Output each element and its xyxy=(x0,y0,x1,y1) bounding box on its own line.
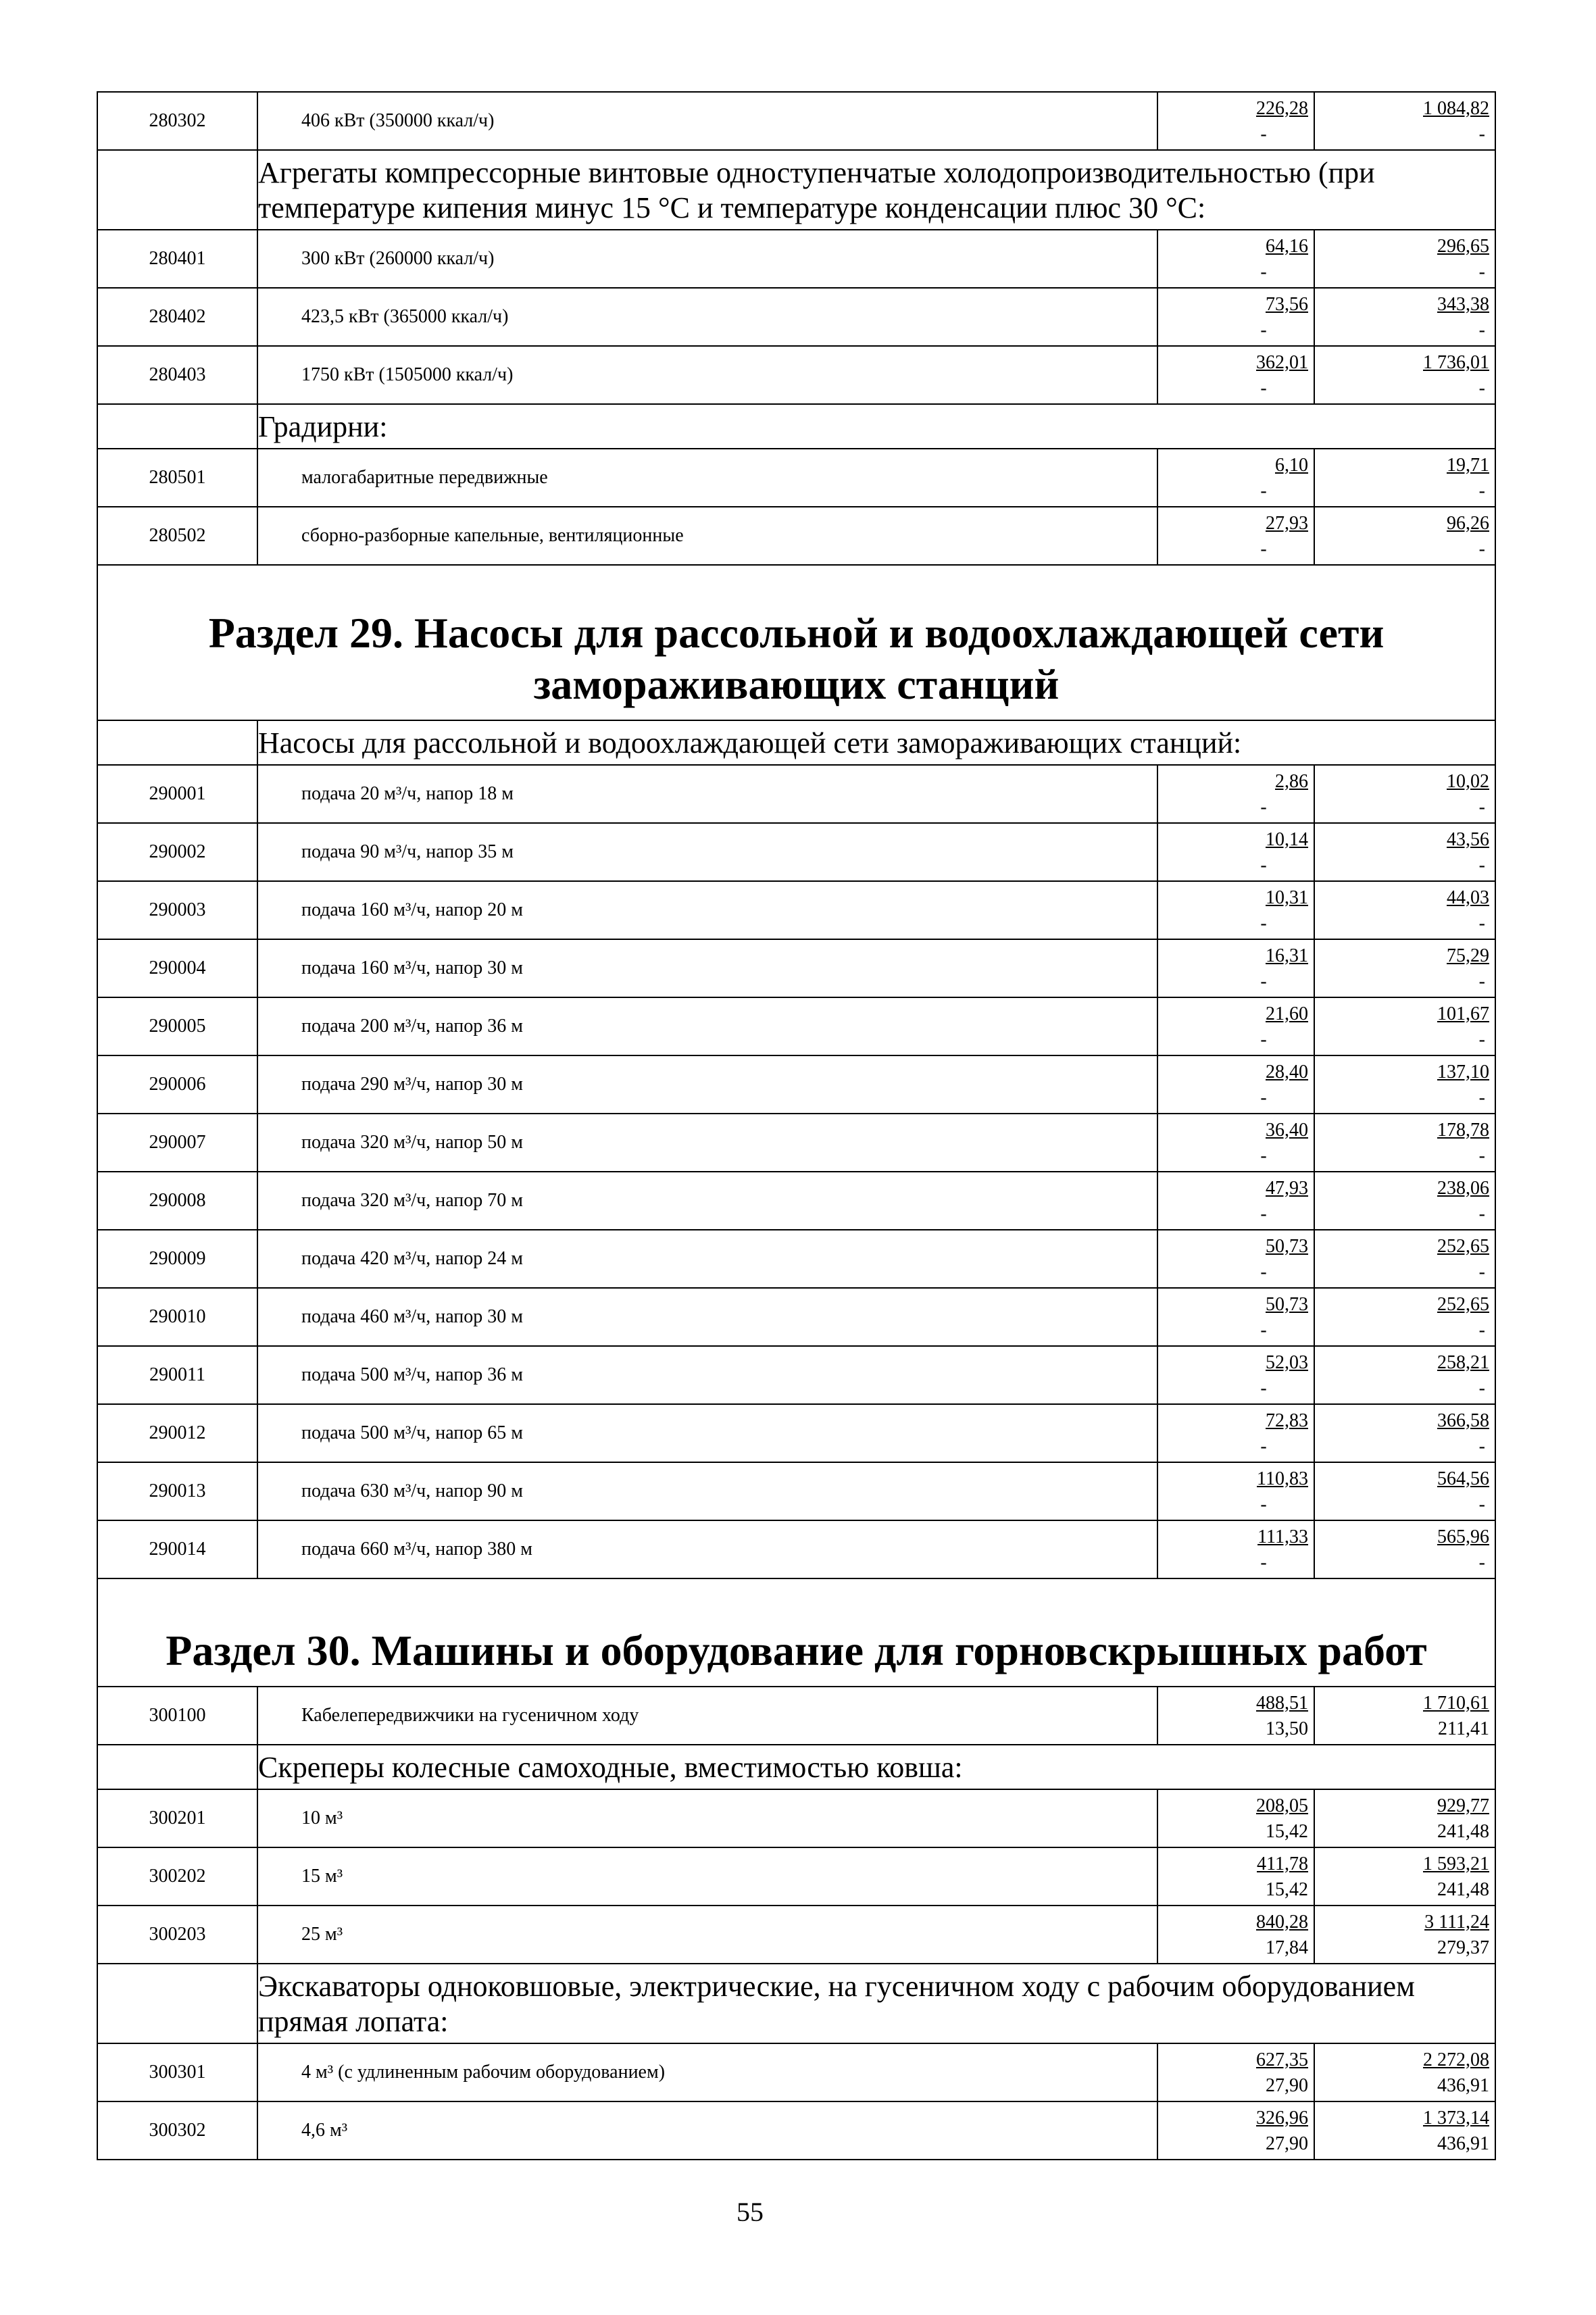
value-cell-1 xyxy=(1157,1230,1314,1288)
value-2-top: 1 593,21 xyxy=(1423,1853,1489,1874)
item-name: 300 кВт (260000 ккал/ч) xyxy=(257,230,1157,288)
item-code: 280302 xyxy=(97,92,257,150)
value-1-top: 47,93 xyxy=(1266,1178,1308,1199)
item-name: 1750 кВт (1505000 ккал/ч) xyxy=(257,346,1157,404)
table-row xyxy=(97,1847,1495,1906)
item-code: 280402 xyxy=(97,288,257,346)
table-row xyxy=(97,1055,1495,1114)
value-1-top: 36,40 xyxy=(1266,1120,1308,1141)
value-1-bottom: - xyxy=(1260,1145,1267,1166)
value-cell-2 xyxy=(1314,288,1495,346)
value-1-bottom: - xyxy=(1260,1552,1267,1573)
item-code: 280401 xyxy=(97,230,257,288)
value-2-top: 1 736,01 xyxy=(1423,352,1489,373)
table-row xyxy=(97,2101,1495,2160)
item-code: 290001 xyxy=(97,765,257,823)
table-row xyxy=(97,449,1495,507)
item-name: подача 290 м³/ч, напор 30 м xyxy=(257,1055,1157,1114)
value-2-bottom: - xyxy=(1478,855,1485,876)
value-2-top: 252,65 xyxy=(1437,1294,1489,1315)
table-row xyxy=(97,2043,1495,2101)
value-1-bottom: - xyxy=(1260,1320,1267,1341)
table-row xyxy=(97,881,1495,939)
item-name: 25 м³ xyxy=(257,1906,1157,1964)
value-cell-2 xyxy=(1314,1462,1495,1520)
value-1-top: 72,83 xyxy=(1266,1410,1308,1431)
item-name: 10 м³ xyxy=(257,1789,1157,1847)
value-cell-1 xyxy=(1157,346,1314,404)
value-2-bottom: - xyxy=(1478,1436,1485,1457)
value-cell-2 xyxy=(1314,881,1495,939)
value-2-top: 565,96 xyxy=(1437,1526,1489,1547)
group-heading-row xyxy=(97,1745,1495,1789)
value-cell-2 xyxy=(1314,2043,1495,2101)
value-2-bottom: - xyxy=(1478,1029,1485,1050)
value-2-bottom: - xyxy=(1478,262,1485,282)
value-1-bottom: - xyxy=(1260,262,1267,282)
value-cell-2 xyxy=(1314,1906,1495,1964)
value-2-bottom: 436,91 xyxy=(1437,2133,1489,2154)
rates-table-body xyxy=(97,92,1495,2160)
table-row xyxy=(97,765,1495,823)
value-1-top: 52,03 xyxy=(1266,1352,1308,1373)
group-code-blank xyxy=(97,1745,257,1789)
rates-table xyxy=(97,91,1496,2160)
value-1-bottom: - xyxy=(1260,1203,1267,1224)
value-2-top: 19,71 xyxy=(1447,455,1489,476)
group-heading-row xyxy=(97,150,1495,230)
item-name: подача 500 м³/ч, напор 36 м xyxy=(257,1346,1157,1404)
value-cell-2 xyxy=(1314,449,1495,507)
value-1-bottom: - xyxy=(1260,1087,1267,1108)
item-code: 290006 xyxy=(97,1055,257,1114)
value-cell-2 xyxy=(1314,1520,1495,1578)
table-row xyxy=(97,288,1495,346)
value-2-bottom: 436,91 xyxy=(1437,2075,1489,2096)
value-cell-2 xyxy=(1314,1687,1495,1745)
value-cell-2 xyxy=(1314,1404,1495,1462)
group-heading-row xyxy=(97,1964,1495,2043)
value-1-top: 208,05 xyxy=(1256,1795,1308,1816)
value-cell-2 xyxy=(1314,1230,1495,1288)
value-cell-2 xyxy=(1314,507,1495,565)
value-1-top: 16,31 xyxy=(1266,945,1308,966)
item-name: подача 160 м³/ч, напор 30 м xyxy=(257,939,1157,997)
table-row xyxy=(97,997,1495,1055)
value-cell-1 xyxy=(1157,1114,1314,1172)
item-name: 423,5 кВт (365000 ккал/ч) xyxy=(257,288,1157,346)
value-cell-2 xyxy=(1314,765,1495,823)
value-cell-1 xyxy=(1157,507,1314,565)
value-2-top: 366,58 xyxy=(1437,1410,1489,1431)
value-1-top: 411,78 xyxy=(1257,1853,1308,1874)
value-cell-2 xyxy=(1314,939,1495,997)
value-cell-1 xyxy=(1157,230,1314,288)
table-row xyxy=(97,1172,1495,1230)
item-code: 290011 xyxy=(97,1346,257,1404)
item-name: подача 90 м³/ч, напор 35 м xyxy=(257,823,1157,881)
table-row xyxy=(97,1404,1495,1462)
item-code: 290004 xyxy=(97,939,257,997)
item-code: 300201 xyxy=(97,1789,257,1847)
value-1-bottom: 27,90 xyxy=(1266,2133,1308,2154)
value-1-bottom: 15,42 xyxy=(1266,1879,1308,1900)
value-1-top: 64,16 xyxy=(1266,236,1308,257)
value-1-bottom: - xyxy=(1260,1378,1267,1399)
value-cell-1 xyxy=(1157,2043,1314,2101)
table-row xyxy=(97,230,1495,288)
section-title: Раздел 29. Насосы для рассольной и водоохлаждающей сети замораживающих станций xyxy=(97,565,1495,720)
value-1-top: 21,60 xyxy=(1266,1003,1308,1024)
value-1-bottom: - xyxy=(1260,971,1267,992)
table-row xyxy=(97,939,1495,997)
value-2-bottom: - xyxy=(1478,1262,1485,1283)
value-2-bottom: - xyxy=(1478,1552,1485,1573)
item-name: 15 м³ xyxy=(257,1847,1157,1906)
item-name: подача 660 м³/ч, напор 380 м xyxy=(257,1520,1157,1578)
group-heading: Скреперы колесные самоходные, вместимостью ковша: xyxy=(257,1745,1495,1789)
value-2-bottom: 241,48 xyxy=(1437,1879,1489,1900)
value-cell-1 xyxy=(1157,2101,1314,2160)
value-cell-1 xyxy=(1157,92,1314,150)
value-2-bottom: - xyxy=(1478,1087,1485,1108)
group-code-blank xyxy=(97,150,257,230)
value-cell-1 xyxy=(1157,1520,1314,1578)
value-2-bottom: 279,37 xyxy=(1437,1937,1489,1958)
value-1-top: 326,96 xyxy=(1256,2108,1308,2129)
value-cell-1 xyxy=(1157,823,1314,881)
table-row xyxy=(97,1114,1495,1172)
value-1-bottom: 17,84 xyxy=(1266,1937,1308,1958)
section-title: Раздел 30. Машины и оборудование для горновскрышных работ xyxy=(97,1578,1495,1687)
table-row xyxy=(97,92,1495,150)
value-2-bottom: - xyxy=(1478,1494,1485,1515)
value-1-top: 362,01 xyxy=(1256,352,1308,373)
item-name: подача 630 м³/ч, напор 90 м xyxy=(257,1462,1157,1520)
value-2-top: 238,06 xyxy=(1437,1178,1489,1199)
item-name: сборно-разборные капельные, вентиляционные xyxy=(257,507,1157,565)
value-1-top: 10,14 xyxy=(1266,829,1308,850)
value-cell-1 xyxy=(1157,1789,1314,1847)
value-2-top: 44,03 xyxy=(1447,887,1489,908)
value-1-top: 627,35 xyxy=(1256,2049,1308,2070)
value-1-top: 28,40 xyxy=(1266,1062,1308,1082)
item-name: подача 320 м³/ч, напор 50 м xyxy=(257,1114,1157,1172)
value-1-top: 488,51 xyxy=(1256,1693,1308,1714)
value-2-top: 75,29 xyxy=(1447,945,1489,966)
value-cell-1 xyxy=(1157,1172,1314,1230)
value-cell-1 xyxy=(1157,997,1314,1055)
value-1-bottom: 27,90 xyxy=(1266,2075,1308,2096)
value-1-bottom: - xyxy=(1260,1029,1267,1050)
value-2-bottom: - xyxy=(1478,1145,1485,1166)
value-1-bottom: - xyxy=(1260,855,1267,876)
value-2-top: 929,77 xyxy=(1437,1795,1489,1816)
item-code: 290010 xyxy=(97,1288,257,1346)
value-1-bottom: - xyxy=(1260,480,1267,501)
value-1-bottom: - xyxy=(1260,1494,1267,1515)
table-row xyxy=(97,1288,1495,1346)
value-2-top: 137,10 xyxy=(1437,1062,1489,1082)
table-row xyxy=(97,1462,1495,1520)
table-row xyxy=(97,346,1495,404)
item-code: 300202 xyxy=(97,1847,257,1906)
value-2-top: 564,56 xyxy=(1437,1468,1489,1489)
value-2-top: 1 710,61 xyxy=(1423,1693,1489,1714)
item-name: малогабаритные передвижные xyxy=(257,449,1157,507)
value-1-top: 27,93 xyxy=(1266,513,1308,534)
value-cell-2 xyxy=(1314,92,1495,150)
value-1-bottom: - xyxy=(1260,797,1267,818)
value-2-bottom: - xyxy=(1478,1320,1485,1341)
item-code: 290009 xyxy=(97,1230,257,1288)
value-cell-1 xyxy=(1157,449,1314,507)
item-name: подача 460 м³/ч, напор 30 м xyxy=(257,1288,1157,1346)
item-name: подача 420 м³/ч, напор 24 м xyxy=(257,1230,1157,1288)
value-1-top: 50,73 xyxy=(1266,1236,1308,1257)
group-code-blank xyxy=(97,720,257,765)
group-heading-row xyxy=(97,404,1495,449)
table-row xyxy=(97,1789,1495,1847)
value-cell-1 xyxy=(1157,1346,1314,1404)
item-code: 290003 xyxy=(97,881,257,939)
value-1-top: 840,28 xyxy=(1256,1912,1308,1933)
value-cell-1 xyxy=(1157,288,1314,346)
value-1-bottom: - xyxy=(1260,913,1267,934)
value-2-bottom: 241,48 xyxy=(1437,1821,1489,1842)
value-2-top: 10,02 xyxy=(1447,771,1489,792)
item-code: 300302 xyxy=(97,2101,257,2160)
value-2-top: 178,78 xyxy=(1437,1120,1489,1141)
item-name: подача 500 м³/ч, напор 65 м xyxy=(257,1404,1157,1462)
item-name: 4 м³ (с удлиненным рабочим оборудованием) xyxy=(257,2043,1157,2101)
page-number: 55 xyxy=(737,2197,764,2227)
item-code: 280403 xyxy=(97,346,257,404)
table-row xyxy=(97,1230,1495,1288)
item-name: 4,6 м³ xyxy=(257,2101,1157,2160)
value-1-bottom: - xyxy=(1260,378,1267,399)
value-2-top: 3 111,24 xyxy=(1424,1912,1489,1933)
table-row xyxy=(97,1906,1495,1964)
value-1-top: 6,10 xyxy=(1275,455,1308,476)
group-heading: Градирни: xyxy=(257,404,1495,449)
group-heading: Насосы для рассольной и водоохлаждающей сети замораживающих станций: xyxy=(257,720,1495,765)
value-1-bottom: - xyxy=(1260,124,1267,145)
group-heading: Экскаваторы одноковшовые, электрические, на гусеничном ходу с рабочим оборудованием прямая лопата: xyxy=(257,1964,1495,2043)
value-2-bottom: 211,41 xyxy=(1438,1718,1489,1739)
value-2-bottom: - xyxy=(1478,320,1485,341)
value-cell-1 xyxy=(1157,765,1314,823)
value-cell-2 xyxy=(1314,1346,1495,1404)
item-code: 300100 xyxy=(97,1687,257,1745)
table-row xyxy=(97,507,1495,565)
value-2-top: 258,21 xyxy=(1437,1352,1489,1373)
value-1-bottom: - xyxy=(1260,320,1267,341)
item-name: подача 200 м³/ч, напор 36 м xyxy=(257,997,1157,1055)
value-cell-2 xyxy=(1314,997,1495,1055)
value-2-top: 2 272,08 xyxy=(1423,2049,1489,2070)
value-cell-1 xyxy=(1157,1847,1314,1906)
item-code: 290014 xyxy=(97,1520,257,1578)
value-cell-1 xyxy=(1157,1687,1314,1745)
value-cell-1 xyxy=(1157,1906,1314,1964)
section-title-row xyxy=(97,1578,1495,1687)
item-code: 290005 xyxy=(97,997,257,1055)
value-2-top: 96,26 xyxy=(1447,513,1489,534)
value-2-top: 343,38 xyxy=(1437,294,1489,315)
value-2-bottom: - xyxy=(1478,1378,1485,1399)
value-1-top: 10,31 xyxy=(1266,887,1308,908)
value-1-top: 50,73 xyxy=(1266,1294,1308,1315)
value-cell-1 xyxy=(1157,939,1314,997)
value-1-bottom: - xyxy=(1260,1436,1267,1457)
value-cell-1 xyxy=(1157,1462,1314,1520)
value-1-top: 110,83 xyxy=(1257,1468,1308,1489)
value-2-top: 252,65 xyxy=(1437,1236,1489,1257)
item-code: 290012 xyxy=(97,1404,257,1462)
item-name: Кабелепередвижчики на гусеничном ходу xyxy=(257,1687,1157,1745)
value-2-top: 43,56 xyxy=(1447,829,1489,850)
value-2-bottom: - xyxy=(1478,539,1485,559)
item-name: подача 320 м³/ч, напор 70 м xyxy=(257,1172,1157,1230)
group-code-blank xyxy=(97,1964,257,2043)
item-name: 406 кВт (350000 ккал/ч) xyxy=(257,92,1157,150)
value-cell-1 xyxy=(1157,881,1314,939)
value-2-top: 296,65 xyxy=(1437,236,1489,257)
value-2-bottom: - xyxy=(1478,913,1485,934)
value-1-top: 2,86 xyxy=(1275,771,1308,792)
item-code: 280502 xyxy=(97,507,257,565)
value-1-bottom: - xyxy=(1260,539,1267,559)
value-cell-2 xyxy=(1314,1789,1495,1847)
value-cell-2 xyxy=(1314,823,1495,881)
value-2-bottom: - xyxy=(1478,797,1485,818)
value-2-bottom: - xyxy=(1478,480,1485,501)
group-heading: Агрегаты компрессорные винтовые одноступенчатые холодопроизводительностью (при температуре кипения минус 15 °С и температуре конденсации плюс 30 °С: xyxy=(257,150,1495,230)
value-cell-1 xyxy=(1157,1055,1314,1114)
value-cell-2 xyxy=(1314,1847,1495,1906)
table-row xyxy=(97,823,1495,881)
value-2-bottom: - xyxy=(1478,1203,1485,1224)
value-1-bottom: - xyxy=(1260,1262,1267,1283)
value-cell-2 xyxy=(1314,1172,1495,1230)
item-code: 290008 xyxy=(97,1172,257,1230)
value-1-bottom: 13,50 xyxy=(1266,1718,1308,1739)
table-row xyxy=(97,1520,1495,1578)
value-2-bottom: - xyxy=(1478,378,1485,399)
item-code: 290007 xyxy=(97,1114,257,1172)
value-2-top: 101,67 xyxy=(1437,1003,1489,1024)
value-2-bottom: - xyxy=(1478,124,1485,145)
value-1-top: 226,28 xyxy=(1256,98,1308,119)
value-cell-1 xyxy=(1157,1288,1314,1346)
item-code: 300203 xyxy=(97,1906,257,1964)
item-name: подача 160 м³/ч, напор 20 м xyxy=(257,881,1157,939)
value-cell-2 xyxy=(1314,1055,1495,1114)
value-cell-1 xyxy=(1157,1404,1314,1462)
value-cell-2 xyxy=(1314,1114,1495,1172)
group-code-blank xyxy=(97,404,257,449)
item-code: 290002 xyxy=(97,823,257,881)
value-2-top: 1 373,14 xyxy=(1423,2108,1489,2129)
group-heading-row xyxy=(97,720,1495,765)
value-cell-2 xyxy=(1314,2101,1495,2160)
value-cell-2 xyxy=(1314,230,1495,288)
value-1-top: 73,56 xyxy=(1266,294,1308,315)
value-cell-2 xyxy=(1314,1288,1495,1346)
section-title-row xyxy=(97,565,1495,720)
item-code: 290013 xyxy=(97,1462,257,1520)
value-2-bottom: - xyxy=(1478,971,1485,992)
value-1-top: 111,33 xyxy=(1257,1526,1308,1547)
table-row xyxy=(97,1346,1495,1404)
table-row xyxy=(97,1687,1495,1745)
item-code: 280501 xyxy=(97,449,257,507)
item-name: подача 20 м³/ч, напор 18 м xyxy=(257,765,1157,823)
value-1-bottom: 15,42 xyxy=(1266,1821,1308,1842)
item-code: 300301 xyxy=(97,2043,257,2101)
value-2-top: 1 084,82 xyxy=(1423,98,1489,119)
value-cell-2 xyxy=(1314,346,1495,404)
